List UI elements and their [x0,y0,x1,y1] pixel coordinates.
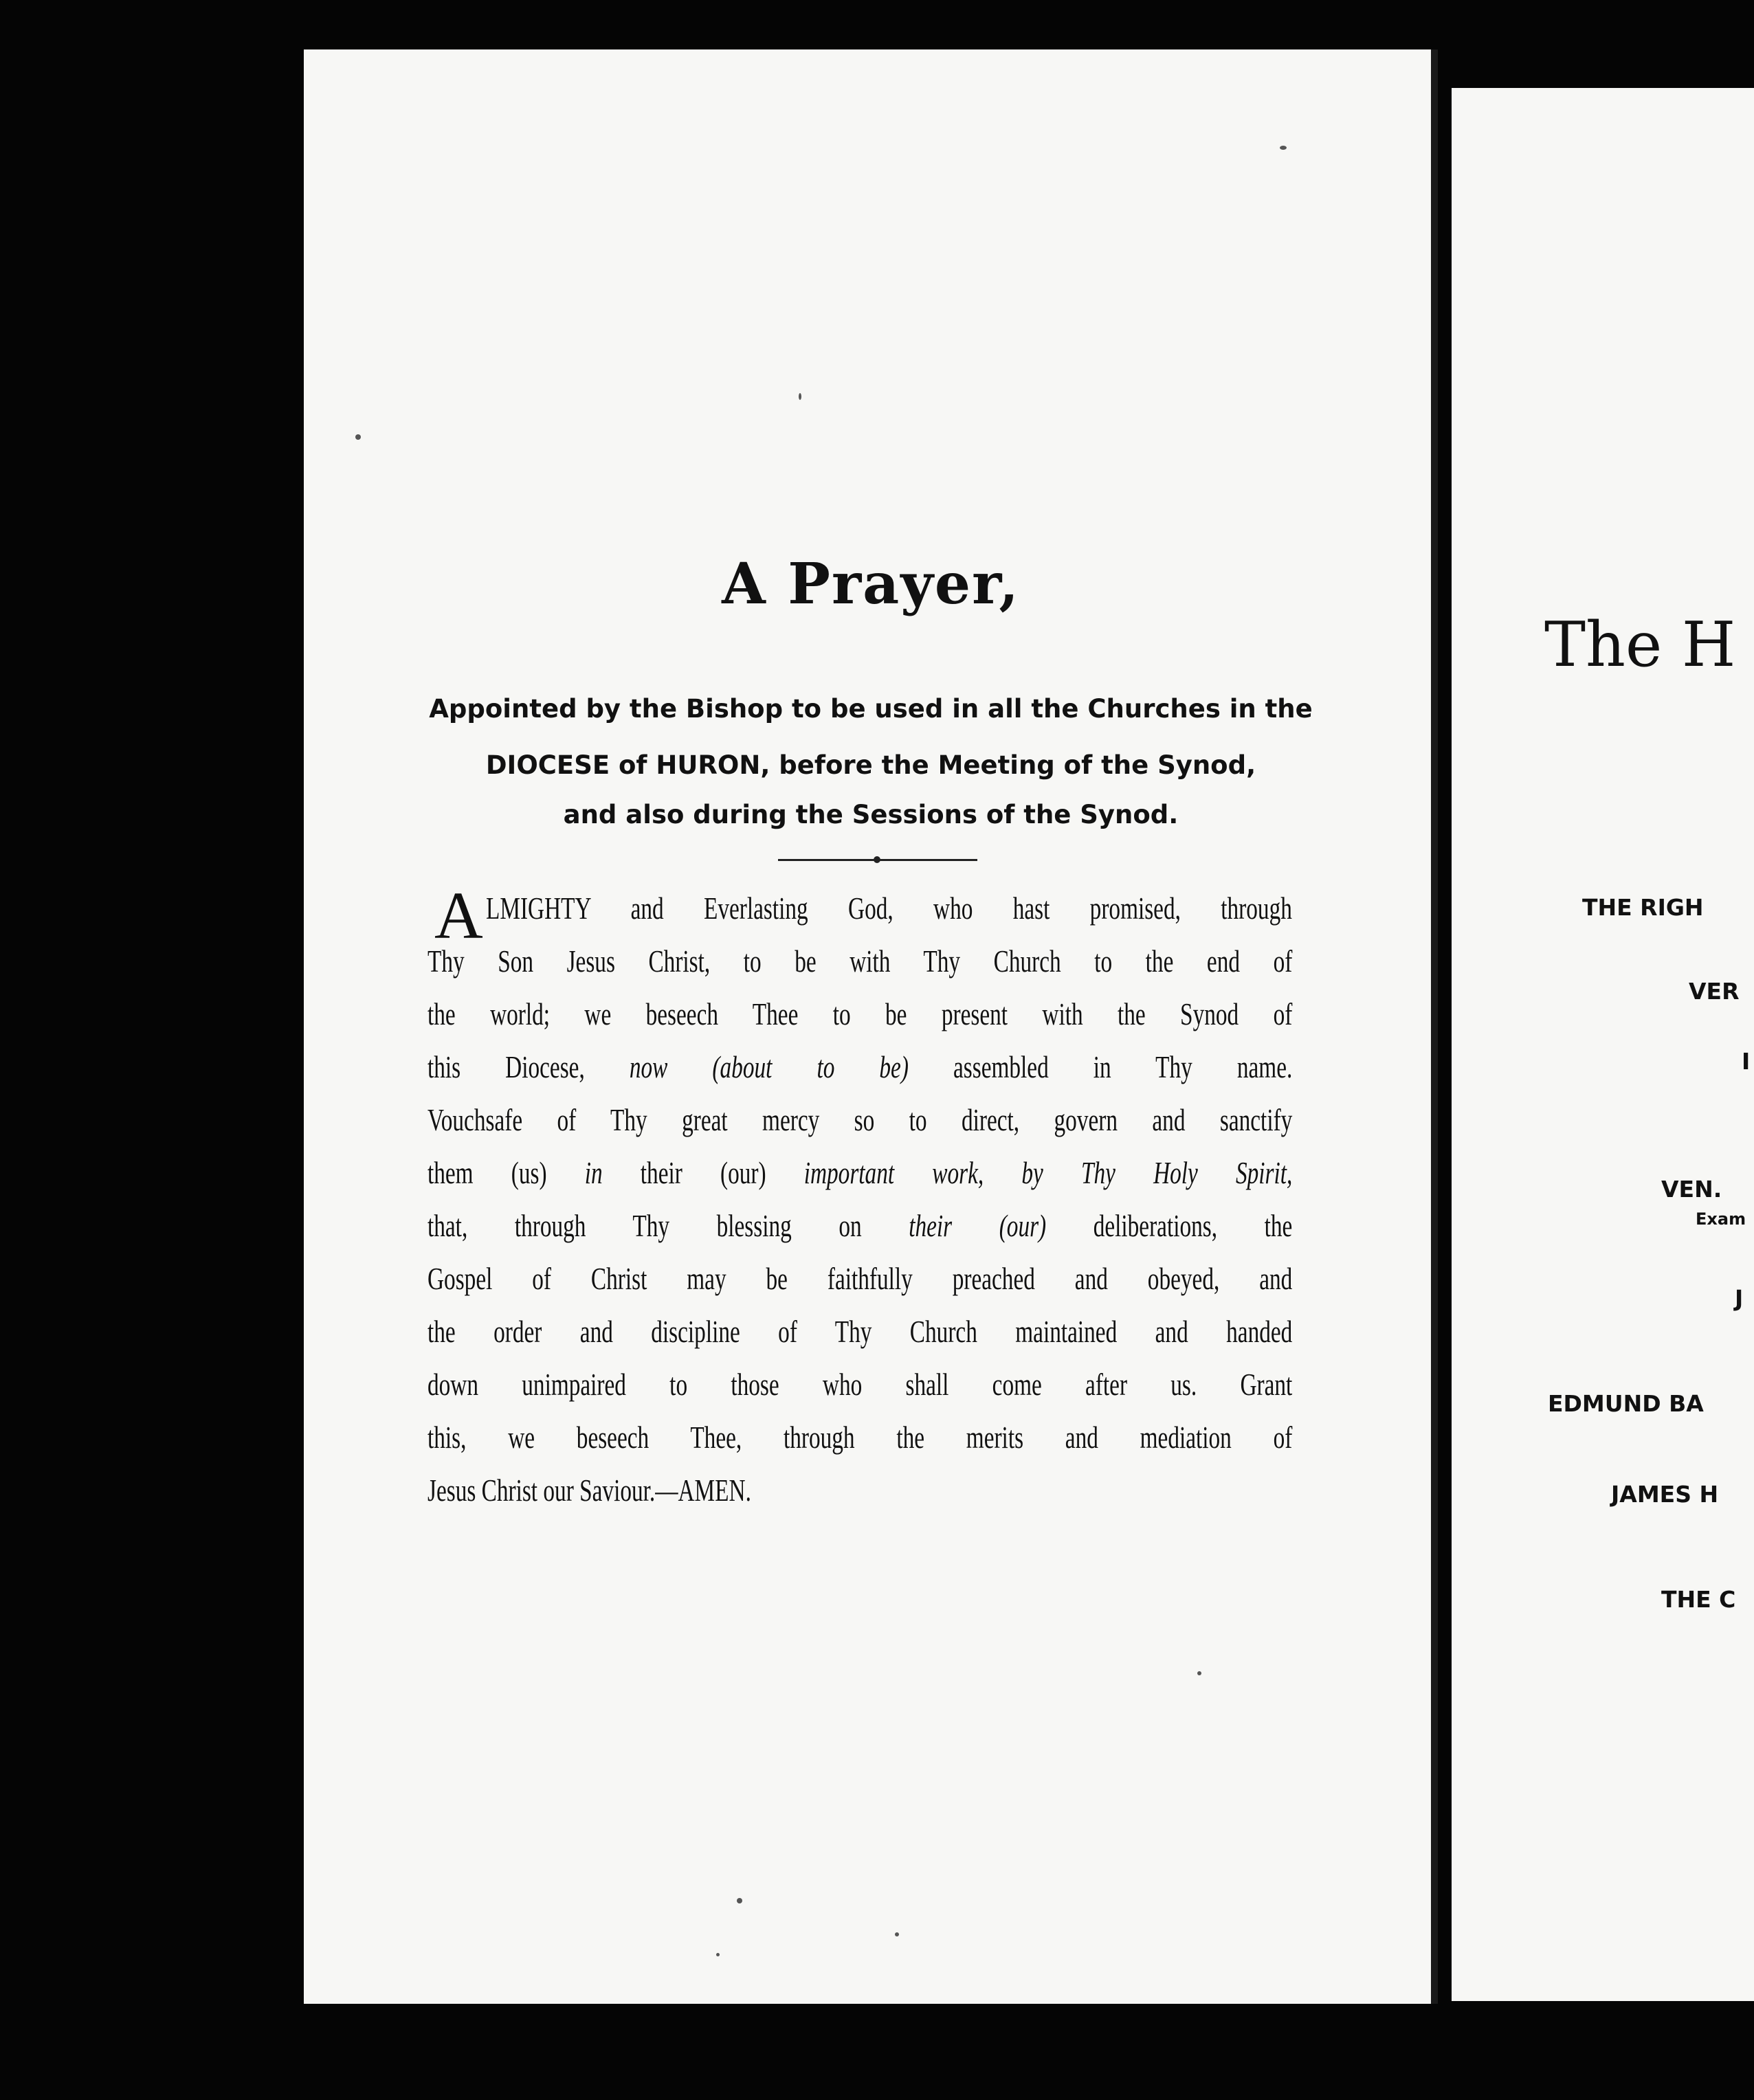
prayer-body-line: Jesus Christ our Saviour.—AMEN. [428,1473,751,1508]
heading-line: and also during the Sessions of the Synod. [563,800,1179,829]
text-segment: their (our) [640,1155,766,1190]
text-segment: deliberations, the [1046,1208,1293,1243]
text-segment: assembled in Thy name. [908,1049,1293,1084]
prayer-body-line: this, we beseech Thee, through the merits and mediation of [428,1420,1293,1455]
right-page-line: VER [1689,978,1740,1005]
italic-phrase: now (about to be) [629,1049,909,1084]
divider-dot [874,856,880,863]
prayer-body-line: Vouchsafe of Thy great mercy so to direct, govern and sanctify [428,1102,1293,1137]
right-page-line: J [1735,1285,1744,1312]
prayer-body-line [428,1047,1292,1088]
heading-line: Appointed by the Bishop to be used in all the Churches in the [429,694,1313,724]
right-page-line: Exam [1696,1209,1746,1229]
heading-line: DIOCESE of HURON, before the Meeting of the Synod, [485,750,1256,780]
italic-phrase: their (our) [909,1208,1047,1243]
prayer-body-line: Gospel of Christ may be faithfully preached and obeyed, and [428,1261,1293,1296]
prayer-body-line: the world; we beseech Thee to be present with the Synod of [428,996,1293,1031]
right-page-line: THE C [1661,1586,1736,1613]
prayer-body-line: down unimpaired to those who shall come after us. Grant [428,1367,1293,1402]
right-page [1452,88,1754,2001]
prayer-body-line: LMIGHTY and Everlasting God, who hast promised, through [486,891,1292,926]
text-segment: that, through Thy blessing on [428,1208,909,1243]
drop-cap: A [434,879,483,953]
italic-phrase: in [546,1155,641,1190]
right-page-line: JAMES H [1611,1481,1719,1508]
left-page [304,49,1438,2004]
right-page-line: EDMUND BA [1548,1390,1704,1417]
right-page-title: The H [1544,609,1736,681]
text-segment: them (us) [428,1155,547,1190]
prayer-body-line: the order and discipline of Thy Church maintained and handed [428,1314,1293,1349]
right-page-line: I [1742,1048,1751,1075]
right-page-line: THE RIGH [1582,894,1704,921]
right-page-line: VEN. [1661,1176,1722,1203]
italic-phrase: important work, by Thy Holy Spirit, [766,1155,1293,1190]
prayer-body-line [428,1152,1292,1194]
text-segment: this Diocese, [428,1049,630,1084]
prayer-body-line: Thy Son Jesus Christ, to be with Thy Church to the end of [428,943,1293,979]
prayer-body-line [428,1205,1292,1247]
prayer-title: A Prayer, [722,551,1020,617]
